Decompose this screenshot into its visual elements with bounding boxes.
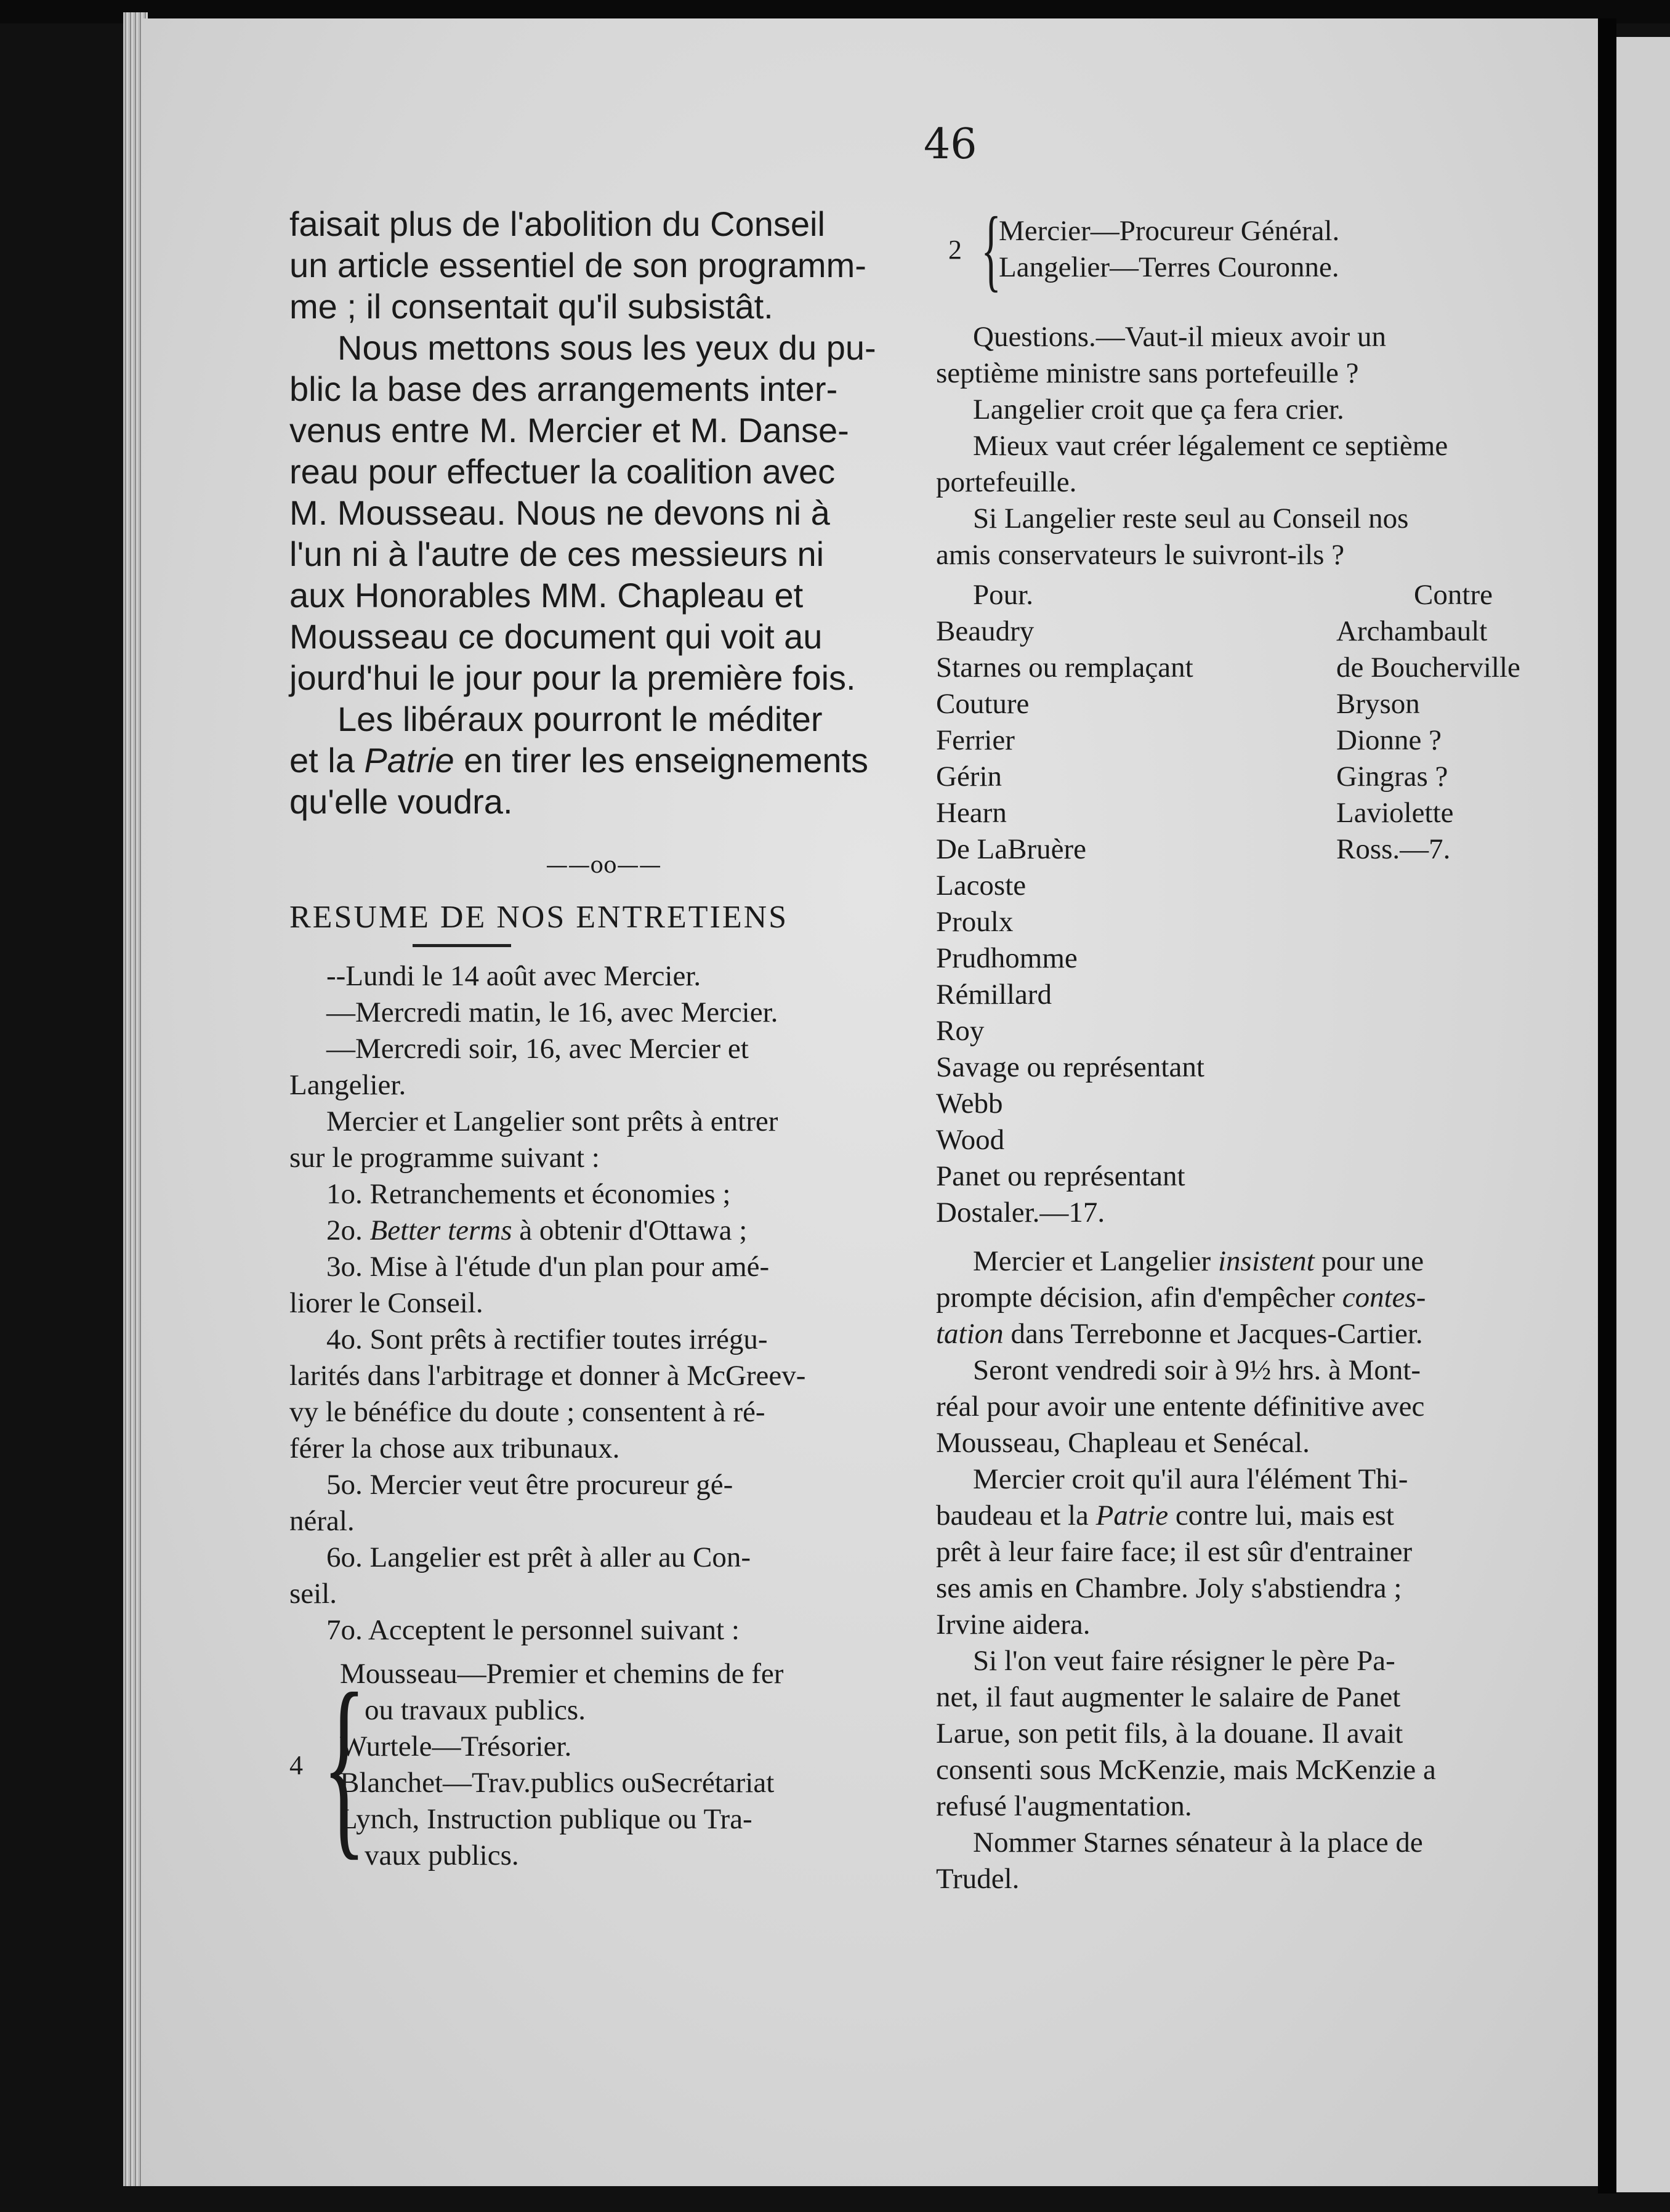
text-line: 6o. Langelier est prêt à aller au Con- bbox=[326, 1541, 751, 1573]
text-line bbox=[289, 740, 918, 781]
list-item: Rémillard bbox=[936, 979, 1052, 1011]
text-line: Mieux vaut créer légalement ce septième bbox=[973, 430, 1448, 462]
text-line bbox=[936, 1316, 1570, 1352]
text-line: Irvine aidera. bbox=[936, 1609, 1091, 1641]
group-count: 4 bbox=[289, 1750, 303, 1780]
text-span: 2o. bbox=[326, 1214, 370, 1246]
text-line: Mousseau—Premier et chemins de fer bbox=[340, 1658, 784, 1690]
list-item: Beaudry bbox=[936, 615, 1035, 647]
text-line: —Mercredi matin, le 16, avec Mercier. bbox=[326, 996, 778, 1028]
text-line bbox=[936, 1498, 1570, 1534]
list-item: Panet ou représentant bbox=[936, 1160, 1185, 1192]
text-line: Lynch, Instruction publique ou Tra- bbox=[340, 1803, 752, 1835]
text-line: Mousseau, Chapleau et Senécal. bbox=[936, 1427, 1310, 1459]
text-line: Langelier. bbox=[289, 1069, 406, 1101]
text-line: férer la chose aux tribunaux. bbox=[289, 1432, 620, 1464]
text-line: Trudel. bbox=[936, 1863, 1020, 1895]
list-item: Gérin bbox=[936, 761, 1002, 793]
vote-column-pour bbox=[936, 577, 1318, 1231]
text-line: vaux publics. bbox=[365, 1839, 519, 1871]
text-line: vy le bénéfice du doute ; consentent à ré- bbox=[289, 1396, 765, 1428]
text-line: qu'elle voudra. bbox=[289, 782, 513, 821]
italic-title: Patrie bbox=[1095, 1500, 1169, 1532]
intro-paragraphs bbox=[289, 203, 918, 822]
text-span: à obtenir d'Ottawa ; bbox=[512, 1214, 748, 1246]
book-gutter bbox=[1598, 18, 1616, 2194]
closing-paragraphs bbox=[936, 1243, 1570, 1897]
text-line bbox=[289, 1213, 918, 1249]
text-line: larités dans l'arbitrage et donner à McGreev- bbox=[289, 1360, 806, 1392]
text-span: Mercier et Langelier bbox=[973, 1245, 1218, 1277]
text-line: --Lundi le 14 août avec Mercier. bbox=[326, 960, 701, 992]
list-item: Archambault bbox=[1336, 615, 1488, 647]
text-line: l'un ni à l'autre de ces messieurs ni bbox=[289, 535, 825, 573]
text-line: M. Mousseau. Nous ne devons ni à bbox=[289, 493, 830, 532]
list-item: Couture bbox=[936, 688, 1030, 720]
column-header: Pour. bbox=[973, 579, 1033, 611]
list-item: Gingras ? bbox=[1336, 761, 1448, 793]
list-item: Savage ou représentant bbox=[936, 1051, 1204, 1083]
list-item: Starnes ou remplaçant bbox=[936, 652, 1193, 684]
text-span: baudeau et la bbox=[936, 1500, 1096, 1532]
italic-phrase: Better terms bbox=[369, 1214, 512, 1246]
text-line: Mercier et Langelier sont prêts à entrer bbox=[326, 1105, 778, 1137]
text-line: refusé l'augmentation. bbox=[936, 1790, 1192, 1822]
page-number: 46 bbox=[924, 120, 977, 169]
text-line: prêt à leur faire face; il est sûr d'entrainer bbox=[936, 1536, 1413, 1568]
text-span: pour une bbox=[1314, 1245, 1424, 1277]
section-heading: RESUME DE NOS ENTRETIENS bbox=[289, 900, 789, 935]
list-item: Laviolette bbox=[1336, 797, 1454, 829]
column-header: Contre bbox=[1414, 579, 1493, 611]
text-line: Wurtele—Trésorier. bbox=[340, 1730, 572, 1762]
list-item: Dostaler.—17. bbox=[936, 1197, 1105, 1229]
text-line: blic la base des arrangements inter- bbox=[289, 369, 838, 408]
text-line: aux Honorables MM. Chapleau et bbox=[289, 576, 804, 615]
text-line: consenti sous McKenzie, mais McKenzie a bbox=[936, 1754, 1436, 1786]
text-line bbox=[936, 1280, 1570, 1316]
text-line: 5o. Mercier veut être procureur gé- bbox=[326, 1469, 733, 1501]
text-line: Langelier croit que ça fera crier. bbox=[973, 394, 1344, 426]
text-line: 1o. Retranchements et économies ; bbox=[326, 1178, 731, 1210]
text-line: net, il faut augmenter le salaire de Panet bbox=[936, 1681, 1401, 1713]
text-span: et la bbox=[289, 741, 365, 780]
italic-word: contes- bbox=[1342, 1282, 1426, 1314]
italic-title: Patrie bbox=[364, 741, 454, 780]
next-page-edge bbox=[1616, 37, 1670, 2192]
text-line: septième ministre sans portefeuille ? bbox=[936, 357, 1359, 389]
text-line: Si Langelier reste seul au Conseil nos bbox=[973, 503, 1409, 535]
text-line: Blanchet—Trav.publics ouSecrétariat bbox=[340, 1767, 775, 1799]
text-span: prompte décision, afin d'empêcher bbox=[936, 1282, 1342, 1314]
text-line: ou travaux publics. bbox=[365, 1694, 586, 1726]
text-line bbox=[936, 1243, 1570, 1280]
right-column bbox=[936, 198, 1570, 1897]
text-line: Nous mettons sous les yeux du pu- bbox=[337, 328, 876, 367]
text-line: amis conservateurs le suivront-ils ? bbox=[936, 539, 1345, 571]
left-brace-icon: { bbox=[322, 1652, 366, 1877]
text-line: 7o. Acceptent le personnel suivant : bbox=[326, 1614, 740, 1646]
questions-paragraph bbox=[936, 319, 1570, 573]
text-line: Seront vendredi soir à 9½ hrs. à Mont- bbox=[973, 1354, 1421, 1386]
list-item: de Boucherville bbox=[1336, 652, 1520, 684]
italic-word: tation bbox=[936, 1318, 1004, 1350]
text-line: un article essentiel de son programm- bbox=[289, 246, 866, 285]
text-line: jourd'hui le jour pour la première fois. bbox=[289, 658, 856, 697]
text-line: reau pour effectuer la coalition avec bbox=[289, 452, 836, 491]
personnel-brace-group bbox=[948, 198, 1570, 301]
text-line: faisait plus de l'abolition du Conseil bbox=[289, 204, 825, 243]
text-line: Mercier—Procureur Général. bbox=[999, 215, 1340, 247]
section-separator: ——oo—— bbox=[546, 853, 661, 878]
text-line: 3o. Mise à l'étude d'un plan pour amé- bbox=[326, 1251, 770, 1283]
text-line: sur le programme suivant : bbox=[289, 1142, 600, 1174]
text-line: seil. bbox=[289, 1578, 337, 1610]
left-brace-icon: { bbox=[981, 198, 1001, 301]
list-item: Roy bbox=[936, 1015, 985, 1047]
text-line: Les libéraux pourront le méditer bbox=[337, 700, 823, 738]
text-line: 4o. Sont prêts à rectifier toutes irrégu- bbox=[326, 1323, 768, 1355]
vote-table bbox=[936, 577, 1570, 1231]
text-span: en tirer les enseignements bbox=[454, 741, 869, 780]
text-line: Questions.—Vaut-il mieux avoir un bbox=[973, 321, 1386, 353]
text-span: dans Terrebonne et Jacques-Cartier. bbox=[1003, 1318, 1423, 1350]
text-line: ses amis en Chambre. Joly s'abstiendra ; bbox=[936, 1572, 1402, 1604]
list-item: Dionne ? bbox=[1336, 724, 1442, 756]
list-item: Lacoste bbox=[936, 870, 1027, 902]
text-line: portefeuille. bbox=[936, 466, 1077, 498]
text-line: Si l'on veut faire résigner le père Pa- bbox=[973, 1645, 1395, 1677]
group-count: 2 bbox=[948, 234, 962, 265]
text-span: contre lui, mais est bbox=[1168, 1500, 1394, 1532]
text-line: liorer le Conseil. bbox=[289, 1287, 483, 1319]
brace-lines bbox=[999, 213, 1339, 286]
text-line: Larue, son petit fils, à la douane. Il avait bbox=[936, 1718, 1403, 1750]
vote-column-contre bbox=[1336, 577, 1570, 1231]
text-line: Mousseau ce document qui voit au bbox=[289, 617, 823, 656]
text-line: venus entre M. Mercier et M. Danse- bbox=[289, 411, 849, 450]
text-line: réal pour avoir une entente définitive avec bbox=[936, 1391, 1425, 1423]
list-item: Ferrier bbox=[936, 724, 1015, 756]
personnel-brace-group bbox=[289, 1652, 918, 1877]
list-item: Bryson bbox=[1336, 688, 1420, 720]
heading-rule bbox=[413, 944, 511, 947]
list-item: Prudhomme bbox=[936, 942, 1078, 974]
text-line: Nommer Starnes sénateur à la place de bbox=[973, 1827, 1423, 1859]
list-item: De LaBruère bbox=[936, 833, 1086, 865]
text-line: Langelier—Terres Couronne. bbox=[999, 251, 1339, 283]
text-line: —Mercredi soir, 16, avec Mercier et bbox=[326, 1033, 749, 1065]
left-column bbox=[289, 203, 918, 1877]
list-item: Proulx bbox=[936, 906, 1014, 938]
list-item: Ross.—7. bbox=[1336, 833, 1451, 865]
text-line: me ; il consentait qu'il subsistât. bbox=[289, 287, 773, 326]
text-line: néral. bbox=[289, 1505, 355, 1537]
italic-word: insistent bbox=[1217, 1245, 1315, 1277]
list-item: Hearn bbox=[936, 797, 1007, 829]
summary-entries bbox=[289, 958, 918, 1877]
brace-lines bbox=[340, 1656, 783, 1874]
text-line: Mercier croit qu'il aura l'élément Thi- bbox=[973, 1463, 1408, 1495]
list-item: Wood bbox=[936, 1124, 1005, 1156]
list-item: Webb bbox=[936, 1088, 1003, 1120]
